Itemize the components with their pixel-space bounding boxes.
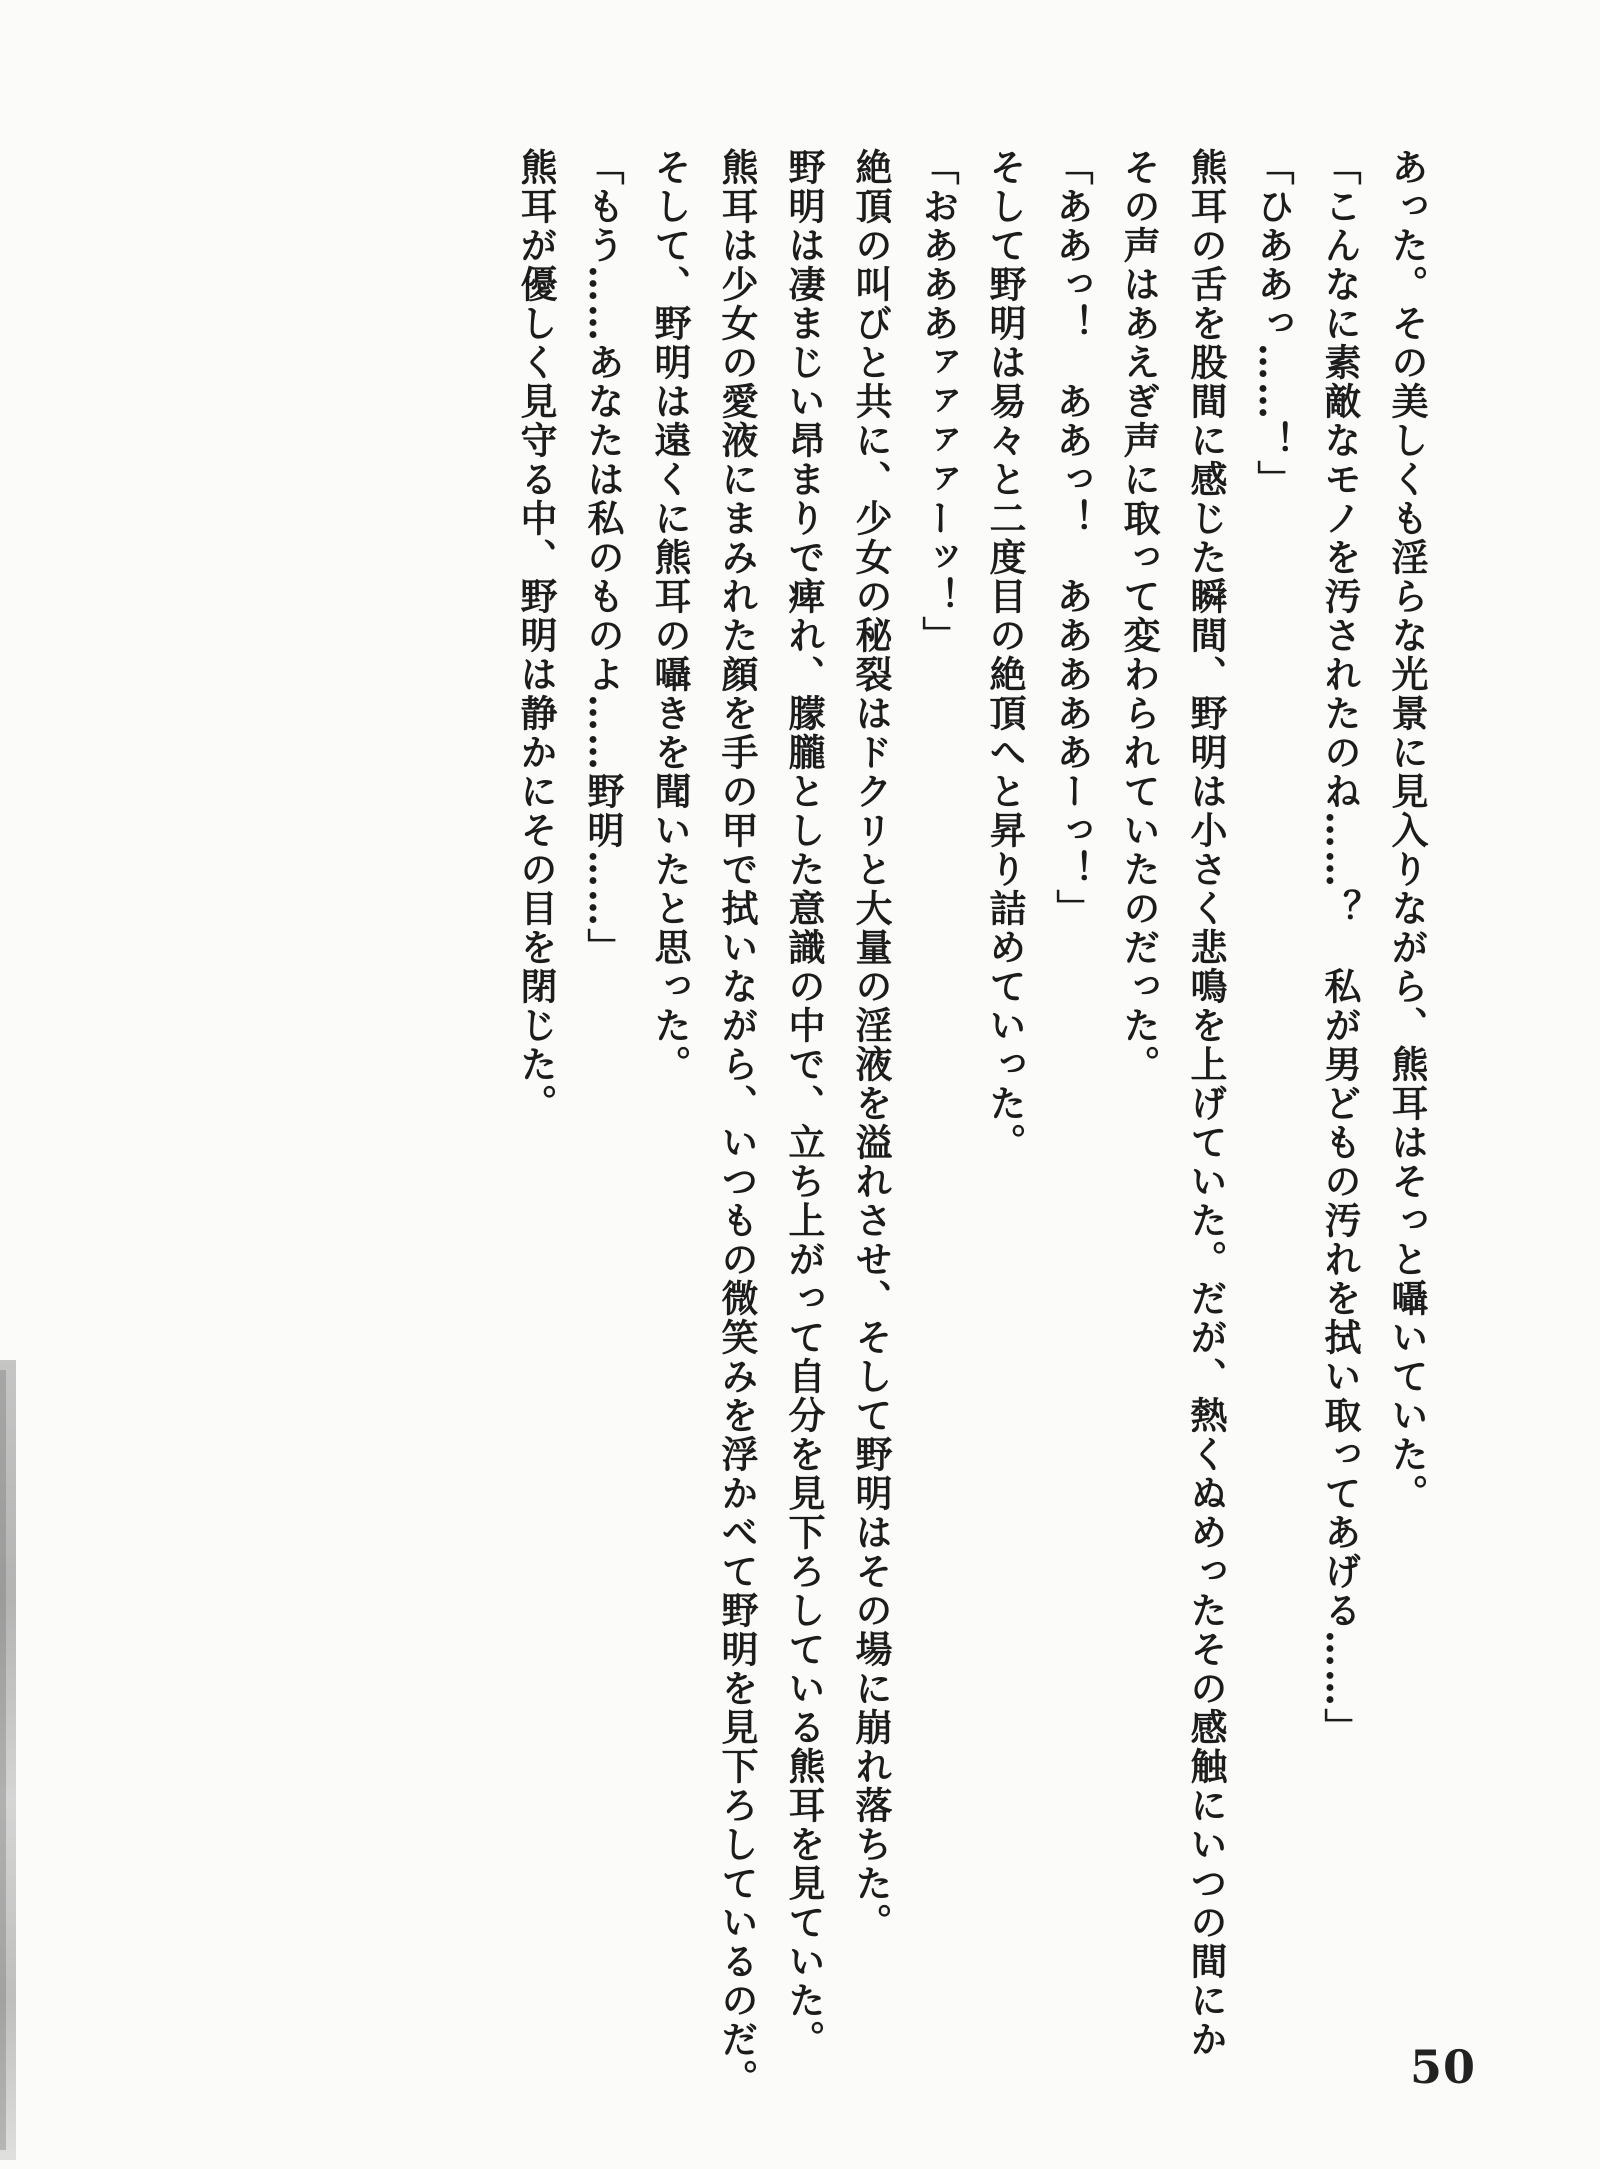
text-line: 熊耳は少女の愛液にまみれた顔を手の甲で拭いながら、いつもの微笑みを浮かべて野明を見下ろしているのだ。	[715, 148, 759, 2098]
text-line: そして、野明は遠くに熊耳の囁きを聞いたと思った。	[648, 148, 692, 1084]
text-line: 「もう……あなたは私のものよ……野明……」	[581, 148, 625, 967]
text-line: 「ああっ！ ああっ！ あああああーっ！」	[1050, 148, 1094, 928]
text-line: 絶頂の叫びと共に、少女の秘裂はドクリと大量の淫液を溢れさせ、そして野明はその場に崩れ落ちた。	[849, 148, 893, 1942]
text-line: あった。その美しくも淫らな光景に見入りながら、熊耳はそっと囁いていた。	[1385, 148, 1429, 1513]
text-line: その声はあえぎ声に取って変わられていたのだった。	[1117, 148, 1161, 1084]
page-number: 50	[1410, 2040, 1477, 2094]
text-line: そして野明は易々と二度目の絶頂へと昇り詰めていった。	[983, 148, 1027, 1162]
scan-edge-shadow-inner	[0, 1370, 6, 2150]
text-line: 熊耳の舌を股間に感じた瞬間、野明は小さく悲鳴を上げていた。だが、熱くぬめったその感触にいつの間にか	[1184, 148, 1228, 2059]
text-line: 「おあああァァァァーッ！」	[916, 148, 960, 655]
text-line: 「こんなに素敵なモノを汚されたのね……？ 私が男どもの汚れを拭い取ってあげる……」	[1318, 148, 1362, 1747]
vertical-text-body	[502, 148, 1440, 2098]
text-line: 熊耳が優しく見守る中、野明は静かにその目を閉じた。	[514, 148, 558, 1123]
text-line: 「ひああっ……！」	[1251, 148, 1295, 499]
text-line: 野明は凄まじい昂まりで痺れ、朦朧とした意識の中で、立ち上がって自分を見下ろしている熊耳を見ていた。	[782, 148, 826, 2059]
